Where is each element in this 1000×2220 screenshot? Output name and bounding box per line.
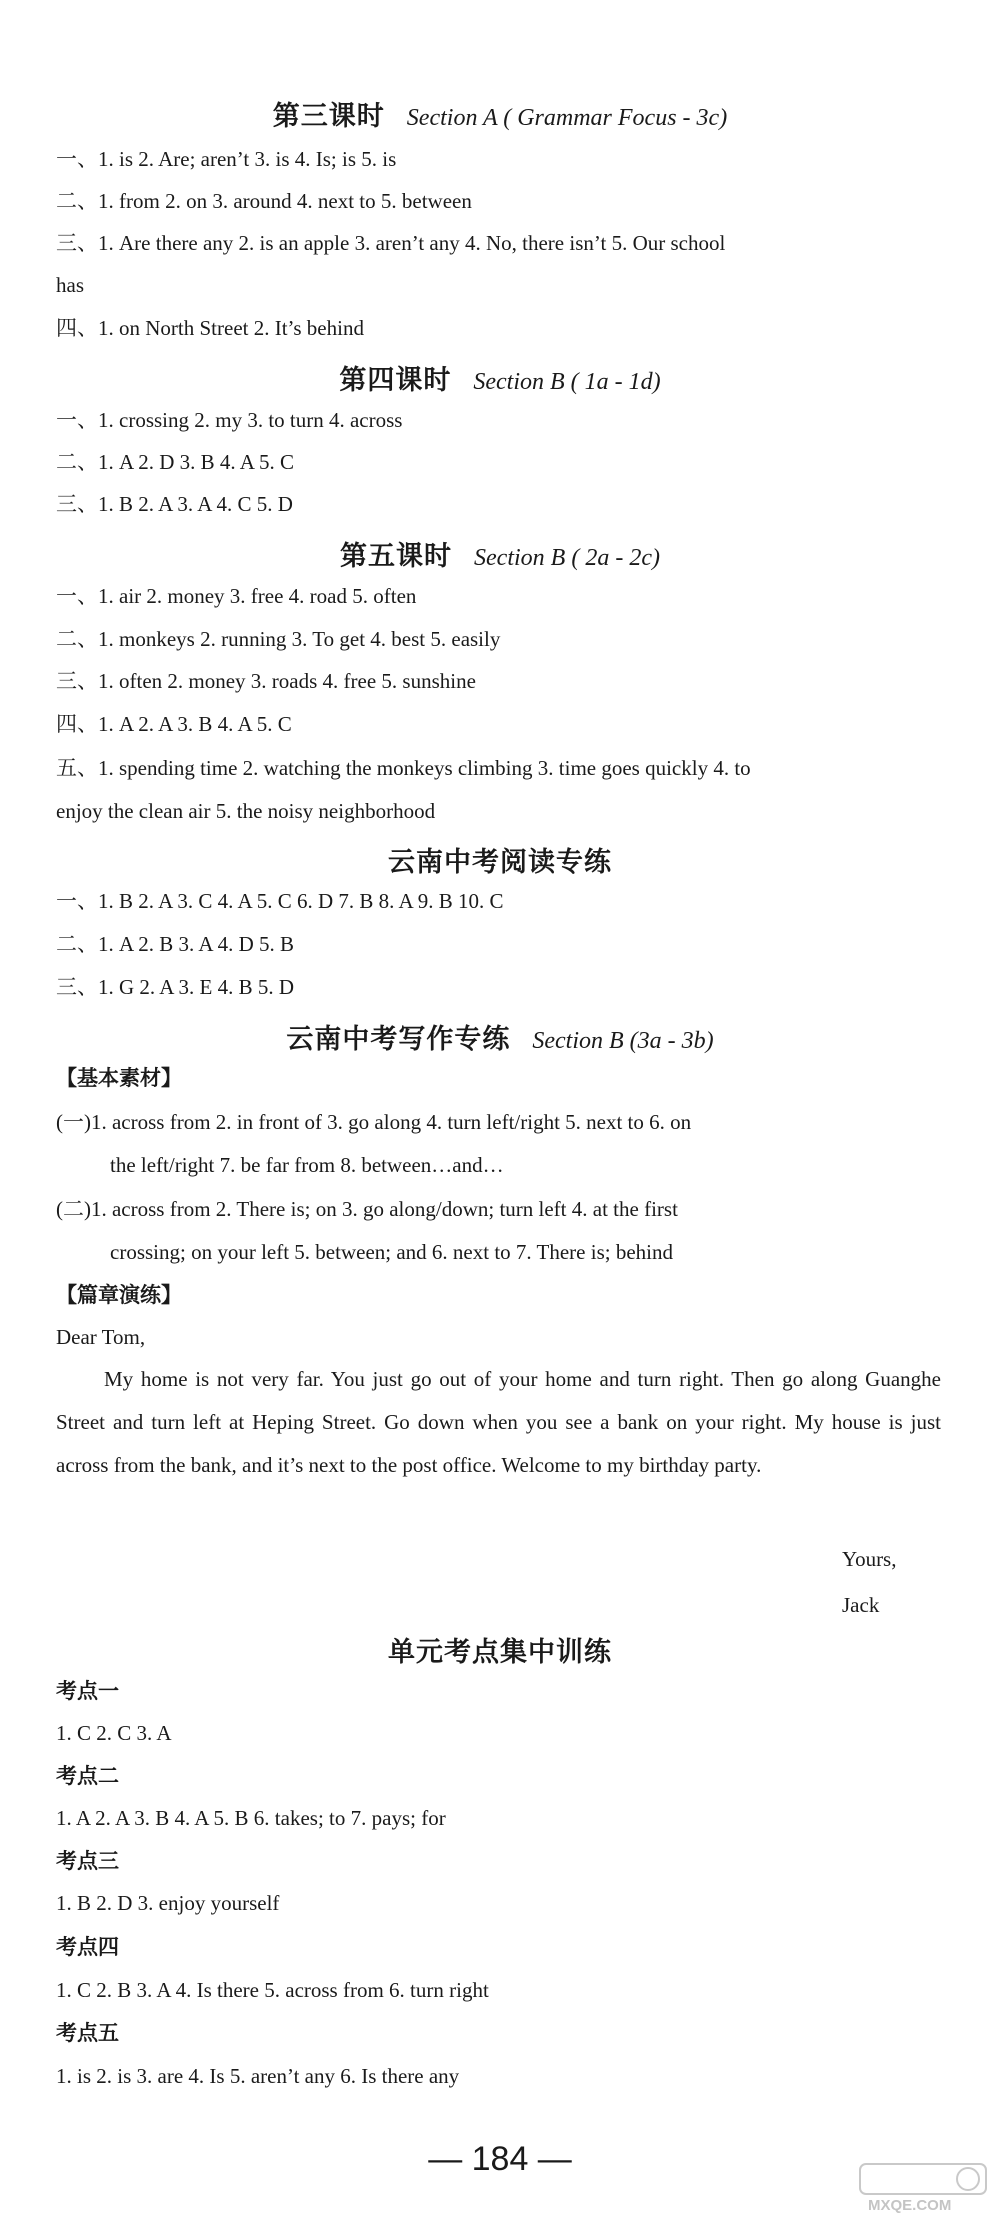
- answer-line: 一、1. air 2. money 3. free 4. road 5. often: [56, 584, 417, 608]
- letter-greeting: Dear Tom,: [56, 1325, 146, 1349]
- answer-line: (一)1. across from 2. in front of 3. go along 4. turn left/right 5. next to 6. on: [56, 1110, 692, 1134]
- answer-line: enjoy the clean air 5. the noisy neighborhood: [56, 799, 436, 823]
- answer-line: 五、1. spending time 2. watching the monkeys climbing 3. time goes quickly 4. to: [56, 756, 751, 780]
- subsection-label: 【篇章演练】: [56, 1283, 182, 1307]
- letter-body: My home is not very far. You just go out of your home and turn right. Then go along Guanghe Street and turn left at Heping Street. Go down when you see a bank on your right. My house is just across from the bank, and it’s next to the post office. Welcome to my birthday party.: [56, 1367, 941, 1477]
- answer-line: 1. A 2. A 3. B 4. A 5. B 6. takes; to 7. pays; for: [56, 1806, 446, 1830]
- section-heading-3: [0, 94, 1000, 133]
- topic-label: 考点二: [56, 1764, 119, 1788]
- watermark-text: MXQE.COM: [868, 2197, 952, 2214]
- answer-line: 1. is 2. is 3. are 4. Is 5. aren’t any 6. Is there any: [56, 2064, 460, 2088]
- topic-label: 考点三: [56, 1849, 119, 1873]
- answer-line: 1. B 2. D 3. enjoy yourself: [56, 1891, 280, 1915]
- watermark-logo: [858, 2162, 988, 2214]
- answer-line: 三、1. B 2. A 3. A 4. C 5. D: [56, 492, 293, 516]
- answer-line: has: [56, 273, 84, 297]
- answer-line: 二、1. A 2. D 3. B 4. A 5. C: [56, 450, 295, 474]
- answer-line: 三、1. often 2. money 3. roads 4. free 5. sunshine: [56, 669, 476, 693]
- section-title: 第四课时: [339, 365, 452, 396]
- section-subtitle: Section B ( 1a - 1d): [473, 369, 661, 395]
- answer-line: 二、1. from 2. on 3. around 4. next to 5. between: [56, 189, 472, 213]
- answer-line: 二、1. A 2. B 3. A 4. D 5. B: [56, 932, 295, 956]
- section-title: 第五课时: [340, 541, 453, 572]
- answer-line: 1. C 2. C 3. A: [56, 1721, 172, 1745]
- answer-line: the left/right 7. be far from 8. between…and…: [110, 1153, 504, 1177]
- answer-line: 一、1. is 2. Are; aren’t 3. is 4. Is; is 5. is: [56, 147, 397, 171]
- section-subtitle: Section A ( Grammar Focus - 3c): [406, 105, 728, 131]
- answer-line: (二)1. across from 2. There is; on 3. go along/down; turn left 4. at the first: [56, 1197, 678, 1221]
- answer-line: 一、1. B 2. A 3. C 4. A 5. C 6. D 7. B 8. A 9. B 10. C: [56, 889, 504, 913]
- letter-closing: Yours,: [842, 1547, 897, 1571]
- section-title: 云南中考阅读专练: [388, 847, 612, 878]
- section-subtitle: Section B (3a - 3b): [532, 1028, 714, 1054]
- answer-line: 二、1. monkeys 2. running 3. To get 4. best 5. easily: [56, 627, 501, 651]
- answer-line: 三、1. G 2. A 3. E 4. B 5. D: [56, 975, 295, 999]
- subsection-label: 【基本素材】: [56, 1066, 182, 1090]
- unit-heading: [0, 1630, 1000, 1669]
- section-subtitle: Section B ( 2a - 2c): [474, 545, 660, 571]
- page-number: — 184 —: [428, 2140, 572, 2178]
- answer-line: crossing; on your left 5. between; and 6. next to 7. There is; behind: [110, 1240, 673, 1264]
- reading-heading: [0, 840, 1000, 879]
- section-title: 单元考点集中训练: [388, 1637, 612, 1668]
- writing-heading: [0, 1017, 1000, 1056]
- topic-label: 考点四: [56, 1935, 119, 1959]
- answer-line: 三、1. Are there any 2. is an apple 3. aren’t any 4. No, there isn’t 5. Our school: [56, 231, 726, 255]
- answer-line: 1. C 2. B 3. A 4. Is there 5. across from 6. turn right: [56, 1978, 489, 2002]
- topic-label: 考点一: [56, 1679, 119, 1703]
- section-heading-4: [0, 358, 1000, 397]
- letter-signature: Jack: [842, 1593, 880, 1617]
- section-heading-5: [0, 534, 1000, 573]
- answer-line: 一、1. crossing 2. my 3. to turn 4. across: [56, 408, 403, 432]
- topic-label: 考点五: [56, 2021, 119, 2045]
- answer-line: 四、1. on North Street 2. It’s behind: [56, 316, 364, 340]
- section-title: 云南中考写作专练: [286, 1024, 511, 1055]
- section-title: 第三课时: [272, 101, 385, 132]
- answer-line: 四、1. A 2. A 3. B 4. A 5. C: [56, 712, 292, 736]
